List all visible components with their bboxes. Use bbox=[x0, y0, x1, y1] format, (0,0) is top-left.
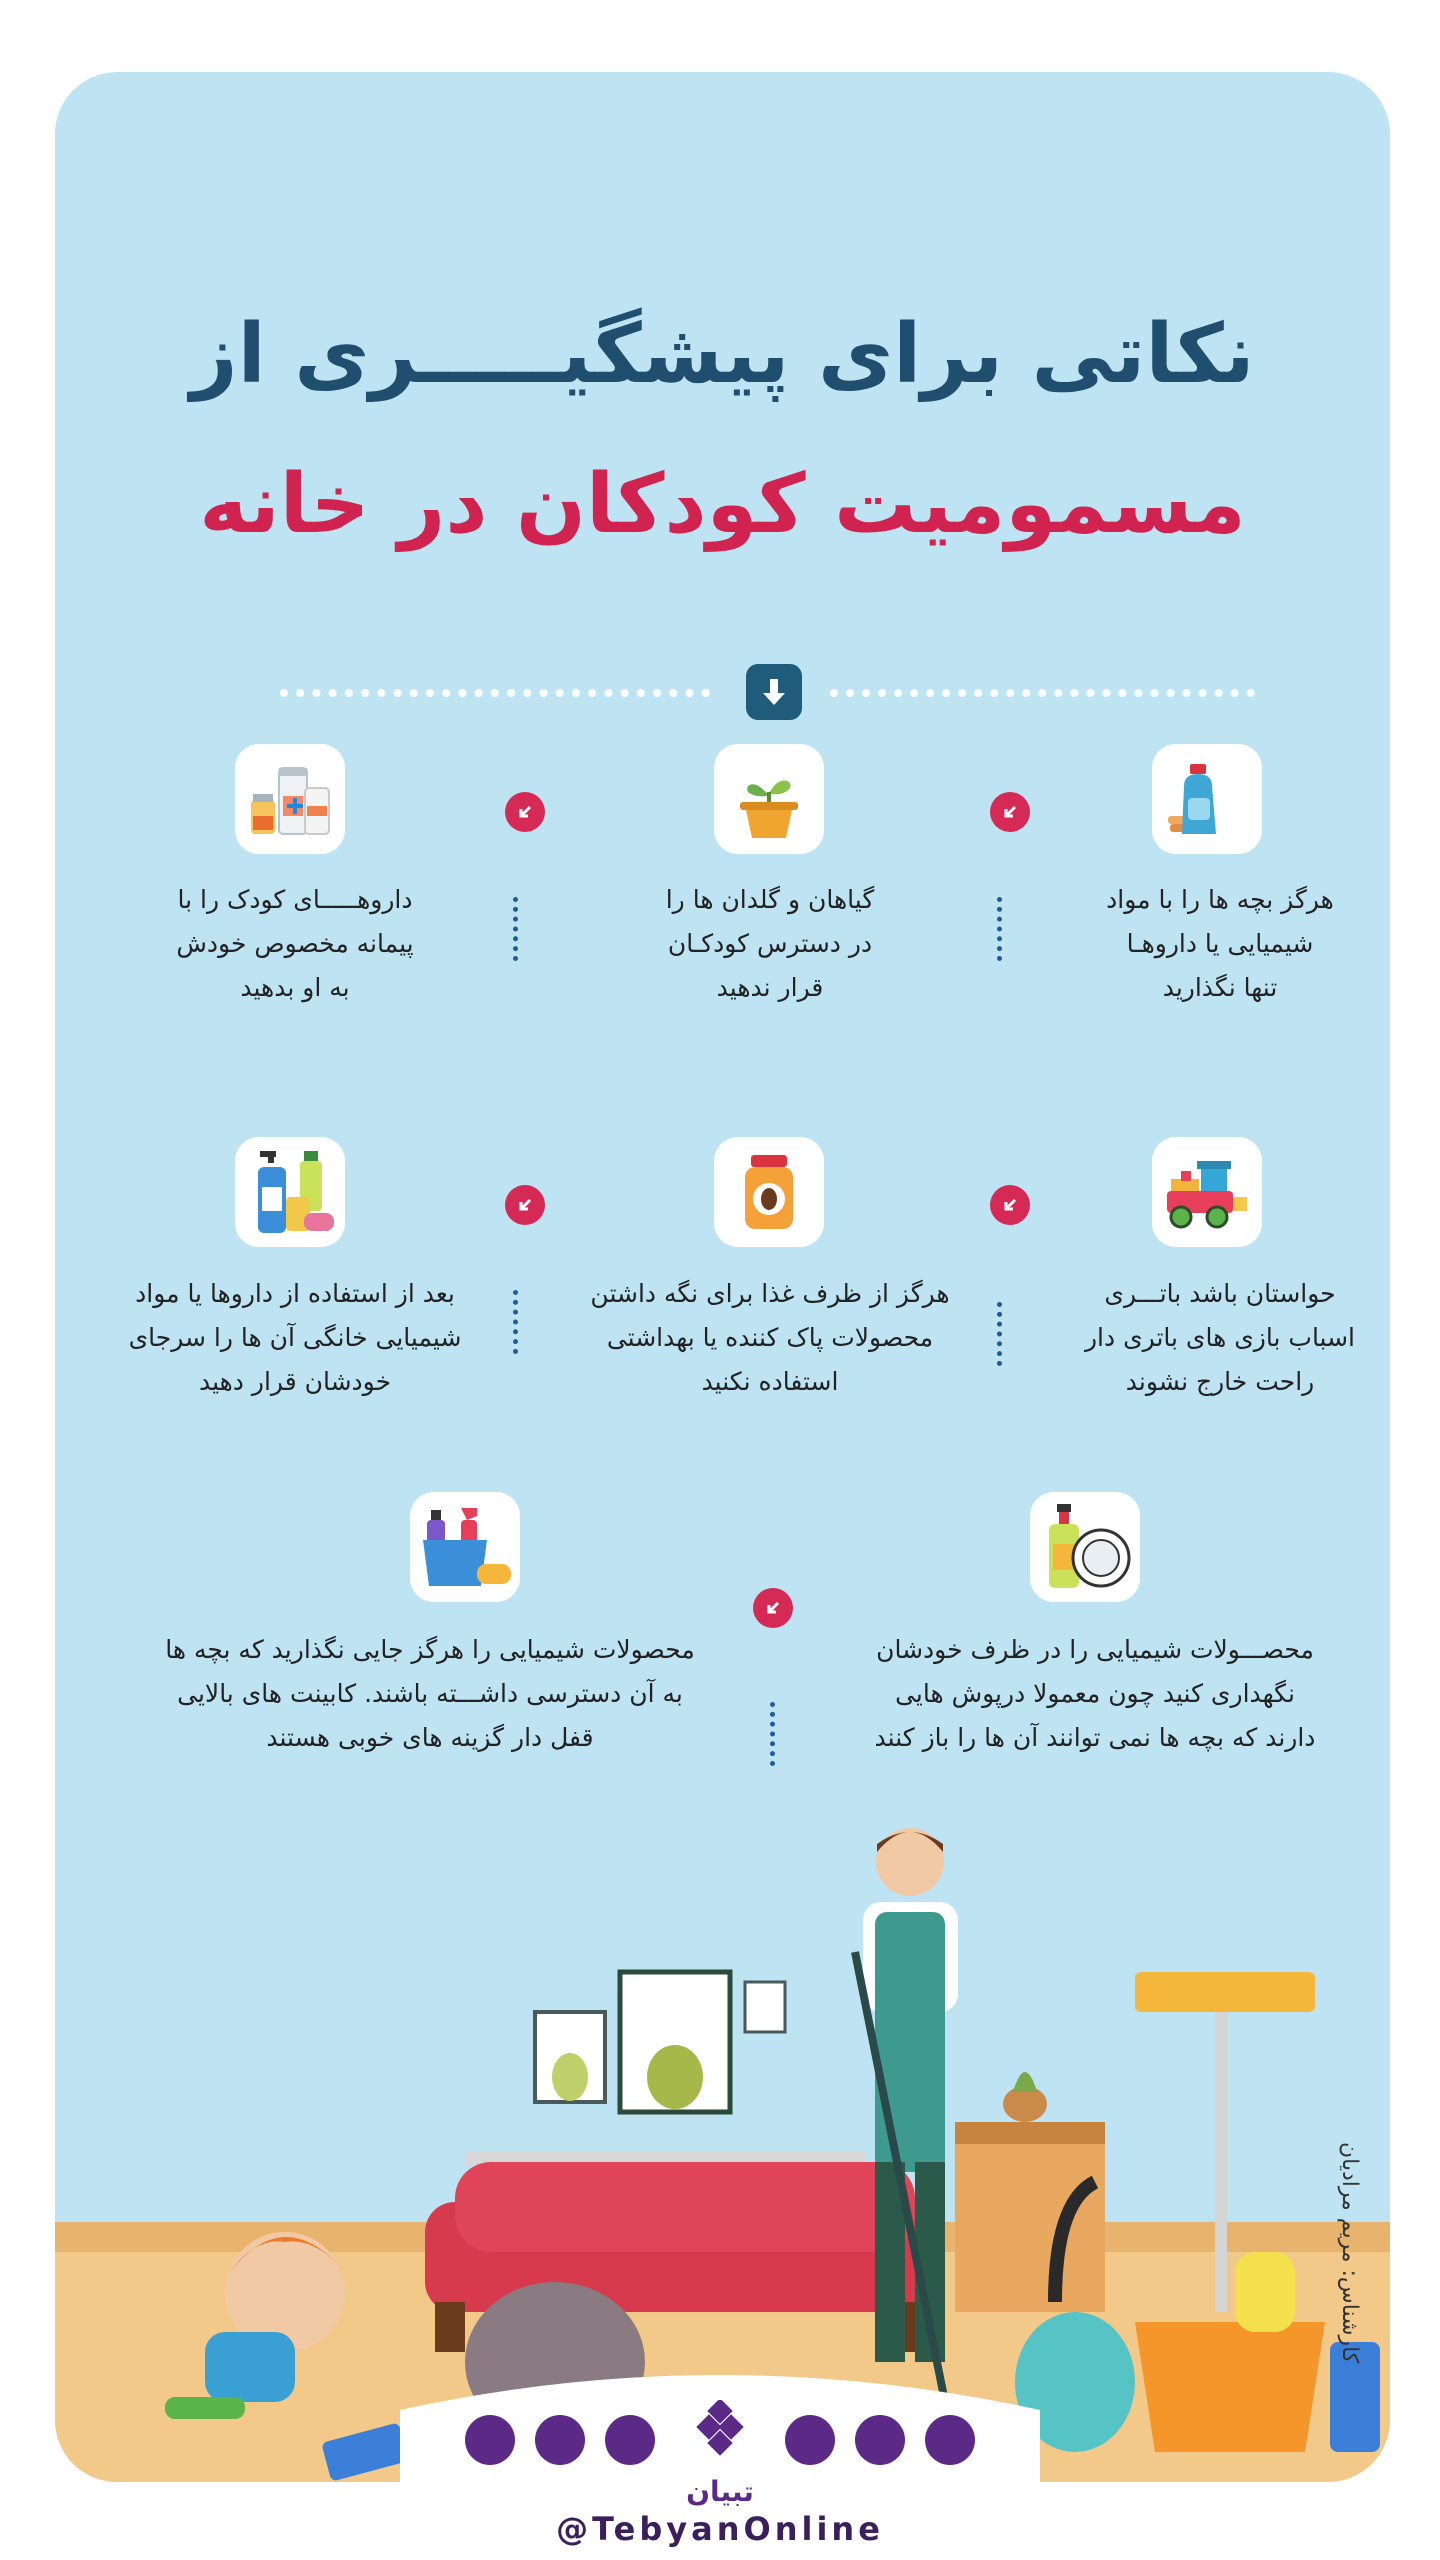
arrow-badge-2 bbox=[505, 792, 545, 832]
vertical-dots-5 bbox=[770, 1702, 776, 1766]
credit-label: کارشناس: مریم مرادیان bbox=[1337, 2142, 1362, 2364]
tip-5-text bbox=[580, 1272, 960, 1404]
vertical-dots-4 bbox=[513, 1290, 519, 1354]
social-icons-row bbox=[465, 2410, 975, 2470]
social-bale-icon[interactable] bbox=[465, 2415, 515, 2465]
social-telegram-icon[interactable] bbox=[785, 2415, 835, 2465]
tip-6-line-2: شیمیایی خانگی آن ها را سرجای bbox=[128, 1323, 462, 1352]
social-aparat-icon[interactable] bbox=[605, 2415, 655, 2465]
infographic-card bbox=[55, 72, 1390, 2482]
tip-7-text bbox=[815, 1628, 1375, 1760]
tip-3-text bbox=[135, 878, 455, 1010]
tip-1-line-1: هرگز بچه ها را با مواد bbox=[1106, 885, 1334, 914]
vertical-dots-2 bbox=[513, 897, 519, 961]
tip-2-line-2: در دسترس کودکـان bbox=[667, 929, 873, 958]
down-arrow-icon bbox=[746, 664, 802, 720]
tip-8-line-3: قفل دار گزینه های خوبی هستند bbox=[266, 1723, 594, 1752]
arrow-badge-1 bbox=[990, 792, 1030, 832]
brand-logo-icon bbox=[690, 2400, 750, 2460]
tip-6-line-1: بعد از استفاده از داروها یا مواد bbox=[135, 1279, 455, 1308]
tip-6-line-3: خودشان قرار دهید bbox=[198, 1367, 392, 1396]
cleaning-bucket-icon bbox=[410, 1492, 520, 1602]
tip-7-line-1: محصـــولات شیمیایی را در ظرف خودشان bbox=[876, 1635, 1314, 1664]
tip-1-text bbox=[1055, 878, 1385, 1010]
divider-dots-right bbox=[830, 689, 1255, 699]
tip-5-line-3: استفاده نکنید bbox=[701, 1367, 839, 1396]
tip-1-line-2: شیمیایی یا داروهـا bbox=[1126, 929, 1314, 958]
brand-name: تبیان bbox=[686, 2475, 754, 2508]
tip-4-line-3: راحت خارج نشوند bbox=[1125, 1367, 1315, 1396]
brand-handle: @TebyanOnline bbox=[556, 2510, 884, 2548]
tip-3-line-2: پیمانه مخصوص خودش bbox=[176, 929, 414, 958]
vertical-dots-1 bbox=[997, 897, 1003, 961]
potted-plant-icon bbox=[714, 744, 824, 854]
arrow-badge-5 bbox=[753, 1588, 793, 1628]
arrow-badge-3 bbox=[990, 1185, 1030, 1225]
tip-8-line-2: به آن دسترسی داشـــته باشند. کابینت های بالایی bbox=[177, 1679, 683, 1708]
tip-3-line-3: به او بدهید bbox=[240, 973, 350, 1002]
tip-2-line-3: قرار ندهید bbox=[716, 973, 824, 1002]
tip-8-line-1: محصولات شیمیایی را هرگز جایی نگذارید که بچه ها bbox=[165, 1635, 695, 1664]
social-twitter-icon[interactable] bbox=[855, 2415, 905, 2465]
medicine-bottles-icon bbox=[235, 744, 345, 854]
tip-7-line-2: نگهداری کنید چون معمولا درپوش هایی bbox=[895, 1679, 1295, 1708]
tip-4-text bbox=[1055, 1272, 1385, 1404]
tip-1-line-3: تنها نگذارید bbox=[1162, 973, 1278, 1002]
tip-2-line-1: گیاهان و گلدان ها را bbox=[665, 885, 875, 914]
tip-5-line-2: محصولات پاک کننده یا بهداشتی bbox=[606, 1323, 934, 1352]
social-instagram-icon[interactable] bbox=[925, 2415, 975, 2465]
food-jar-icon bbox=[714, 1137, 824, 1247]
tip-8-text bbox=[125, 1628, 735, 1760]
title-line-2: مسمومیت کودکان در خانه bbox=[199, 457, 1246, 552]
title-line-1: نکاتی برای پیشگیـــــری از bbox=[190, 307, 1255, 402]
toy-train-icon bbox=[1152, 1137, 1262, 1247]
tip-2-text bbox=[615, 878, 925, 1010]
divider-dots-left bbox=[280, 689, 710, 699]
detergent-bottle-icon bbox=[1152, 744, 1262, 854]
brand-footer bbox=[370, 2350, 1070, 2560]
tip-4-line-1: حواستان باشد باتـــری bbox=[1104, 1279, 1336, 1308]
social-eitaa-icon[interactable] bbox=[535, 2415, 585, 2465]
tip-7-line-3: دارند که بچه ها نمی توانند آن ها را باز کنند bbox=[874, 1723, 1316, 1752]
tip-5-line-1: هرگز از ظرف غذا برای نگه داشتن bbox=[590, 1279, 950, 1308]
arrow-badge-4 bbox=[505, 1185, 545, 1225]
vertical-dots-3 bbox=[997, 1302, 1003, 1366]
soap-bottles-icon bbox=[235, 1137, 345, 1247]
tip-6-text bbox=[105, 1272, 485, 1404]
dish-soap-icon bbox=[1030, 1492, 1140, 1602]
tip-3-line-1: داروهـــــای کودک را با bbox=[177, 885, 413, 914]
tip-4-line-2: اسباب بازی های باتری دار bbox=[1084, 1323, 1355, 1352]
